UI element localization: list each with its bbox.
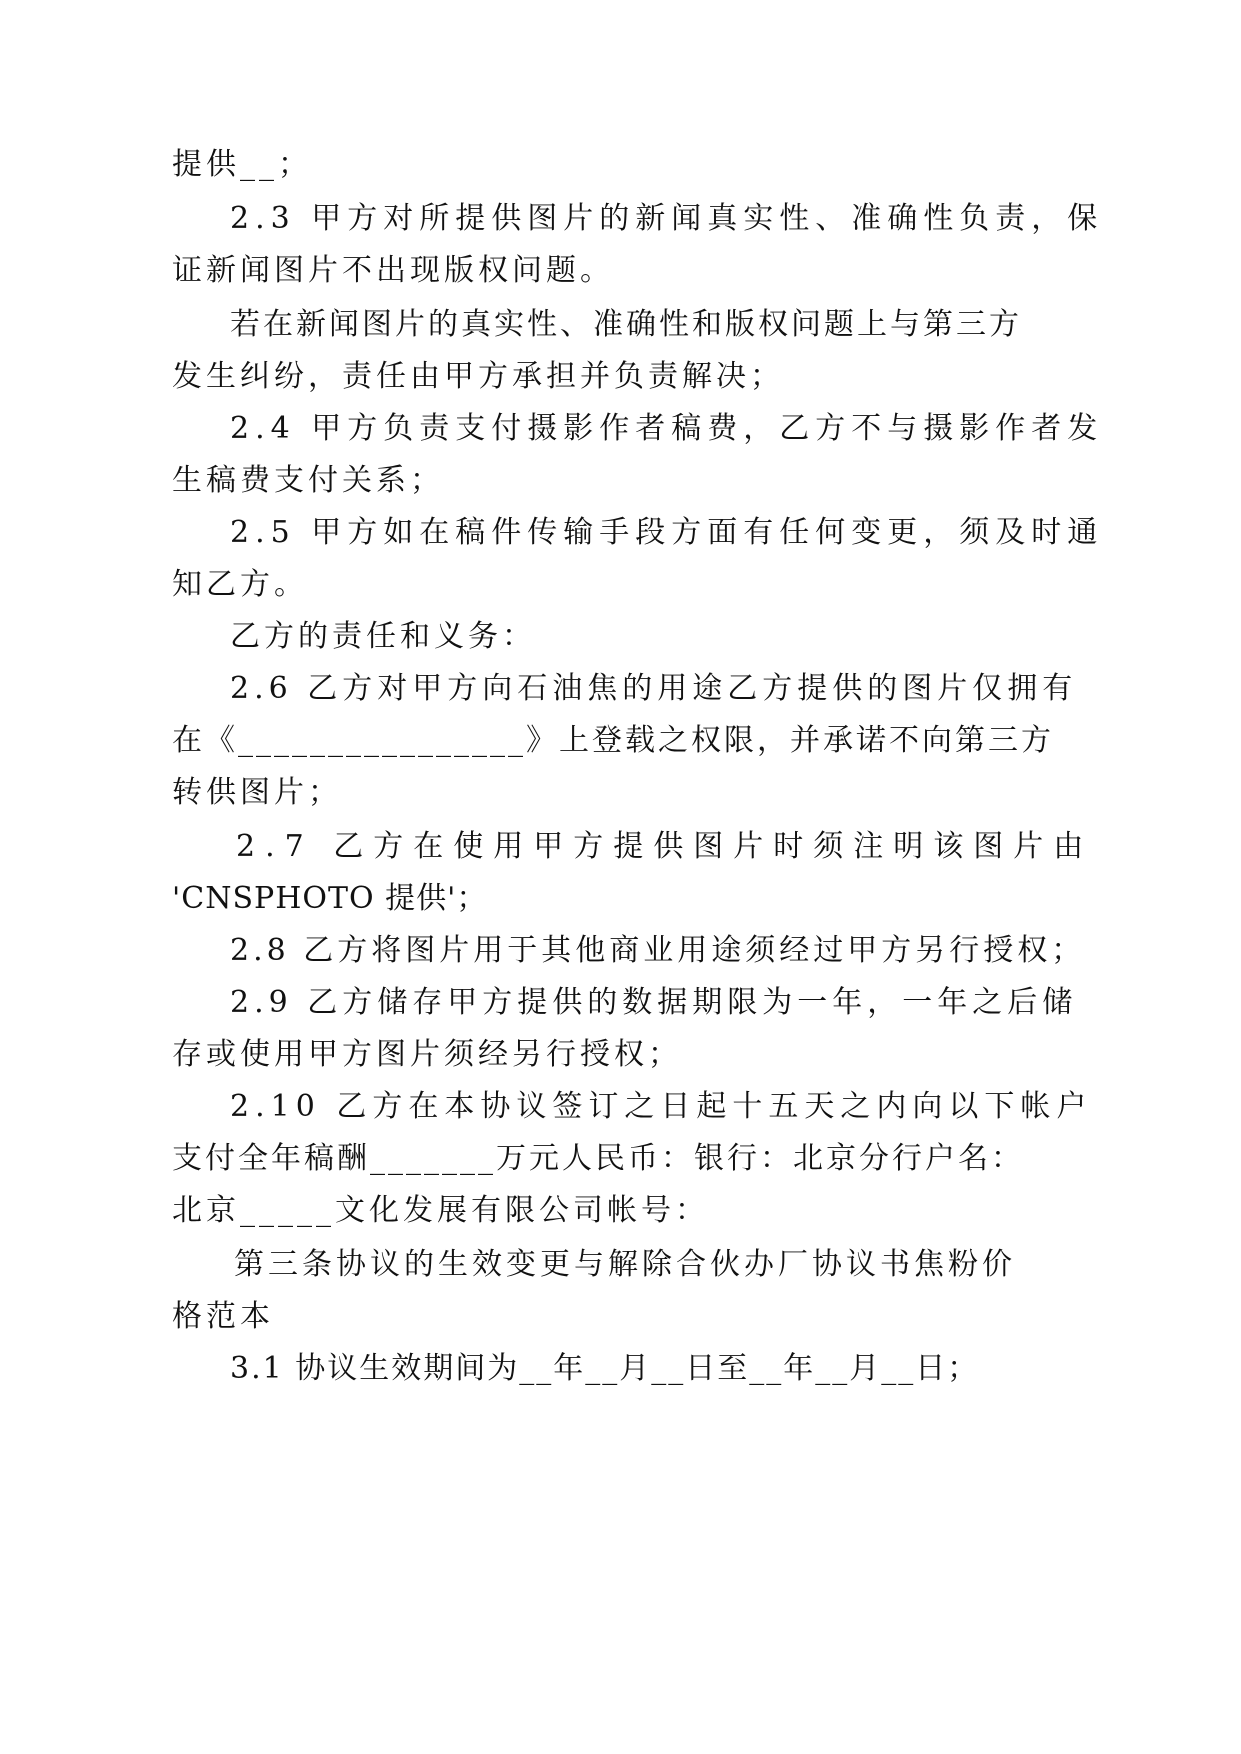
text-line-1: 提供__； — [172, 147, 312, 182]
text-line-17: 2.9 乙方储存甲方提供的数据期限为一年，一年之后储 — [230, 985, 1078, 1020]
text-line-14: 2.7 乙方在使用甲方提供图片时须注明该图片由 — [236, 829, 1094, 864]
text-line-2: 2.3 甲方对所提供图片的新闻真实性、准确性负责，保 — [230, 201, 1104, 236]
text-line-6: 2.4 甲方负责支付摄影作者稿费，乙方不与摄影作者发 — [230, 411, 1104, 446]
text-line-21: 北京_____文化发展有限公司帐号： — [172, 1193, 709, 1228]
text-line-16: 2.8 乙方将图片用于其他商业用途须经过甲方另行授权； — [230, 933, 1086, 968]
text-line-12: 在《________________》上登载之权限，并承诺不向第三方 — [172, 723, 1054, 758]
text-line-23: 格范本 — [172, 1299, 274, 1334]
text-line-11: 2.6 乙方对甲方向石油焦的用途乙方提供的图片仅拥有 — [230, 671, 1078, 706]
text-line-8: 2.5 甲方如在稿件传输手段方面有任何变更，须及时通 — [230, 515, 1104, 550]
text-line-4: 若在新闻图片的真实性、准确性和版权问题上与第三方 — [230, 307, 1022, 342]
text-line-15: 'CNSPHOTO 提供'； — [172, 881, 488, 916]
text-line-13: 转供图片； — [172, 775, 342, 810]
text-line-7: 生稿费支付关系； — [172, 463, 444, 498]
text-line-19: 2.10 乙方在本协议签订之日起十五天之内向以下帐户 — [230, 1089, 1093, 1124]
text-line-3: 证新闻图片不出现版权问题。 — [172, 253, 614, 288]
text-line-24: 3.1 协议生效期间为__年__月__日至__年__月__日； — [230, 1351, 980, 1386]
text-line-18: 存或使用甲方图片须经另行授权； — [172, 1037, 682, 1072]
text-line-10: 乙方的责任和义务： — [230, 619, 536, 654]
text-line-22: 第三条协议的生效变更与解除合伙办厂协议书焦粉价 — [234, 1247, 1016, 1282]
text-line-20: 支付全年稿酬_______万元人民币：银行：北京分行户名： — [172, 1141, 1024, 1176]
text-line-9: 知乙方。 — [172, 567, 308, 602]
text-line-5: 发生纠纷，责任由甲方承担并负责解决； — [172, 359, 784, 394]
